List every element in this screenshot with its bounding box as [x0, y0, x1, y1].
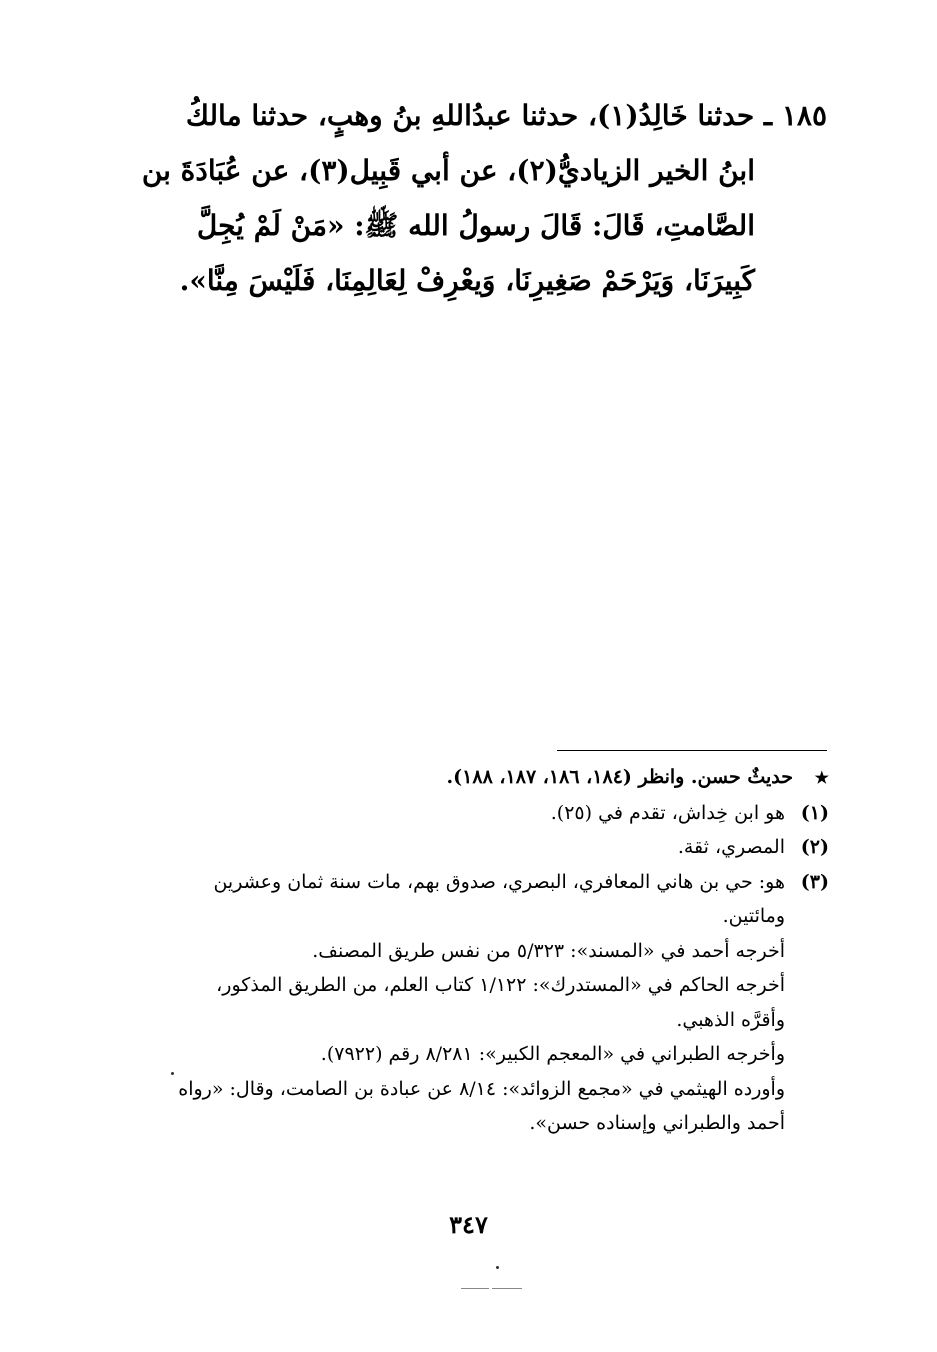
footnote-star-text: حديثٌ حسن. وانظر (١٨٤، ١٨٦، ١٨٧، ١٨٨).: [446, 766, 793, 788]
footnote-3-line-2: ومائتين.: [722, 905, 785, 927]
scan-speck: [171, 1072, 174, 1075]
footnote-3-marker: (٣): [800, 870, 829, 893]
scan-speck: [496, 1266, 499, 1269]
footnotes: [129, 760, 829, 1141]
footnote-2-marker: (٢): [800, 836, 829, 858]
star-icon: ★: [814, 768, 829, 787]
footnote-separator: [557, 750, 827, 751]
hadith-line-1: ١٨٥ ـ حدثنا خَالِدُ(١)، حدثنا عبدُاللهِ بنُ وهبٍ، حدثنا مالكُ: [185, 99, 827, 132]
footnote-3: [129, 865, 829, 900]
footnote-1-text: هو ابن خِداش، تقدم في (٢٥).: [550, 801, 785, 824]
footnote-3-line-6: وأخرجه الطبراني في «المعجم الكبير»: ٨/٢٨١ رقم (٧٩٢٢).: [320, 1043, 785, 1065]
footnote-2-text: المصري، ثقة.: [677, 836, 785, 858]
footnote-3-line-7: وأورده الهيثمي في «مجمع الزوائد»: ٨/١٤ عن عبادة بن الصامت، وقال: «رواه: [178, 1077, 785, 1100]
footnote-3-line-3: أخرجه أحمد في «المسند»: ٥/٣٢٣ من نفس طريق المصنف.: [312, 939, 785, 962]
hadith-line-3: الصَّامتِ، قَالَ: قَالَ رسولُ الله ﷺ: «مَنْ لَمْ يُجِلَّ: [196, 209, 755, 242]
footnote-2: [129, 830, 829, 865]
footnote-1: [129, 796, 829, 831]
page-number: ٣٤٧: [449, 1210, 488, 1239]
footnote-1-marker: (١): [800, 801, 829, 824]
scan-mark: [461, 1288, 489, 1289]
hadith-line-2: ابنُ الخير الزياديُّ(٢)، عن أبي قَبِيل(٣)، عن عُبَادَةَ بن: [141, 154, 755, 187]
footnote-3-line-8: أحمد والطبراني وإسناده حسن».: [529, 1112, 785, 1134]
footnote-3-line-1: هو: حي بن هاني المعافري، البصري، صدوق بهم، مات سنة ثمان وعشرين: [213, 870, 785, 893]
footnote-star: [129, 760, 829, 796]
footnote-3-line-4: أخرجه الحاكم في «المستدرك»: ١/١٢٢ كتاب العلم، من الطريق المذكور،: [216, 974, 785, 996]
hadith-text: [107, 88, 827, 308]
scan-mark: [492, 1288, 522, 1289]
hadith-line-4: كَبِيرَنَا، وَيَرْحَمْ صَغِيرِنَا، وَيعْرِفْ لِعَالِمِنَا، فَلَيْسَ مِنَّا».: [179, 264, 755, 297]
footnote-3-line-5: وأقرَّه الذهبي.: [676, 1008, 785, 1031]
